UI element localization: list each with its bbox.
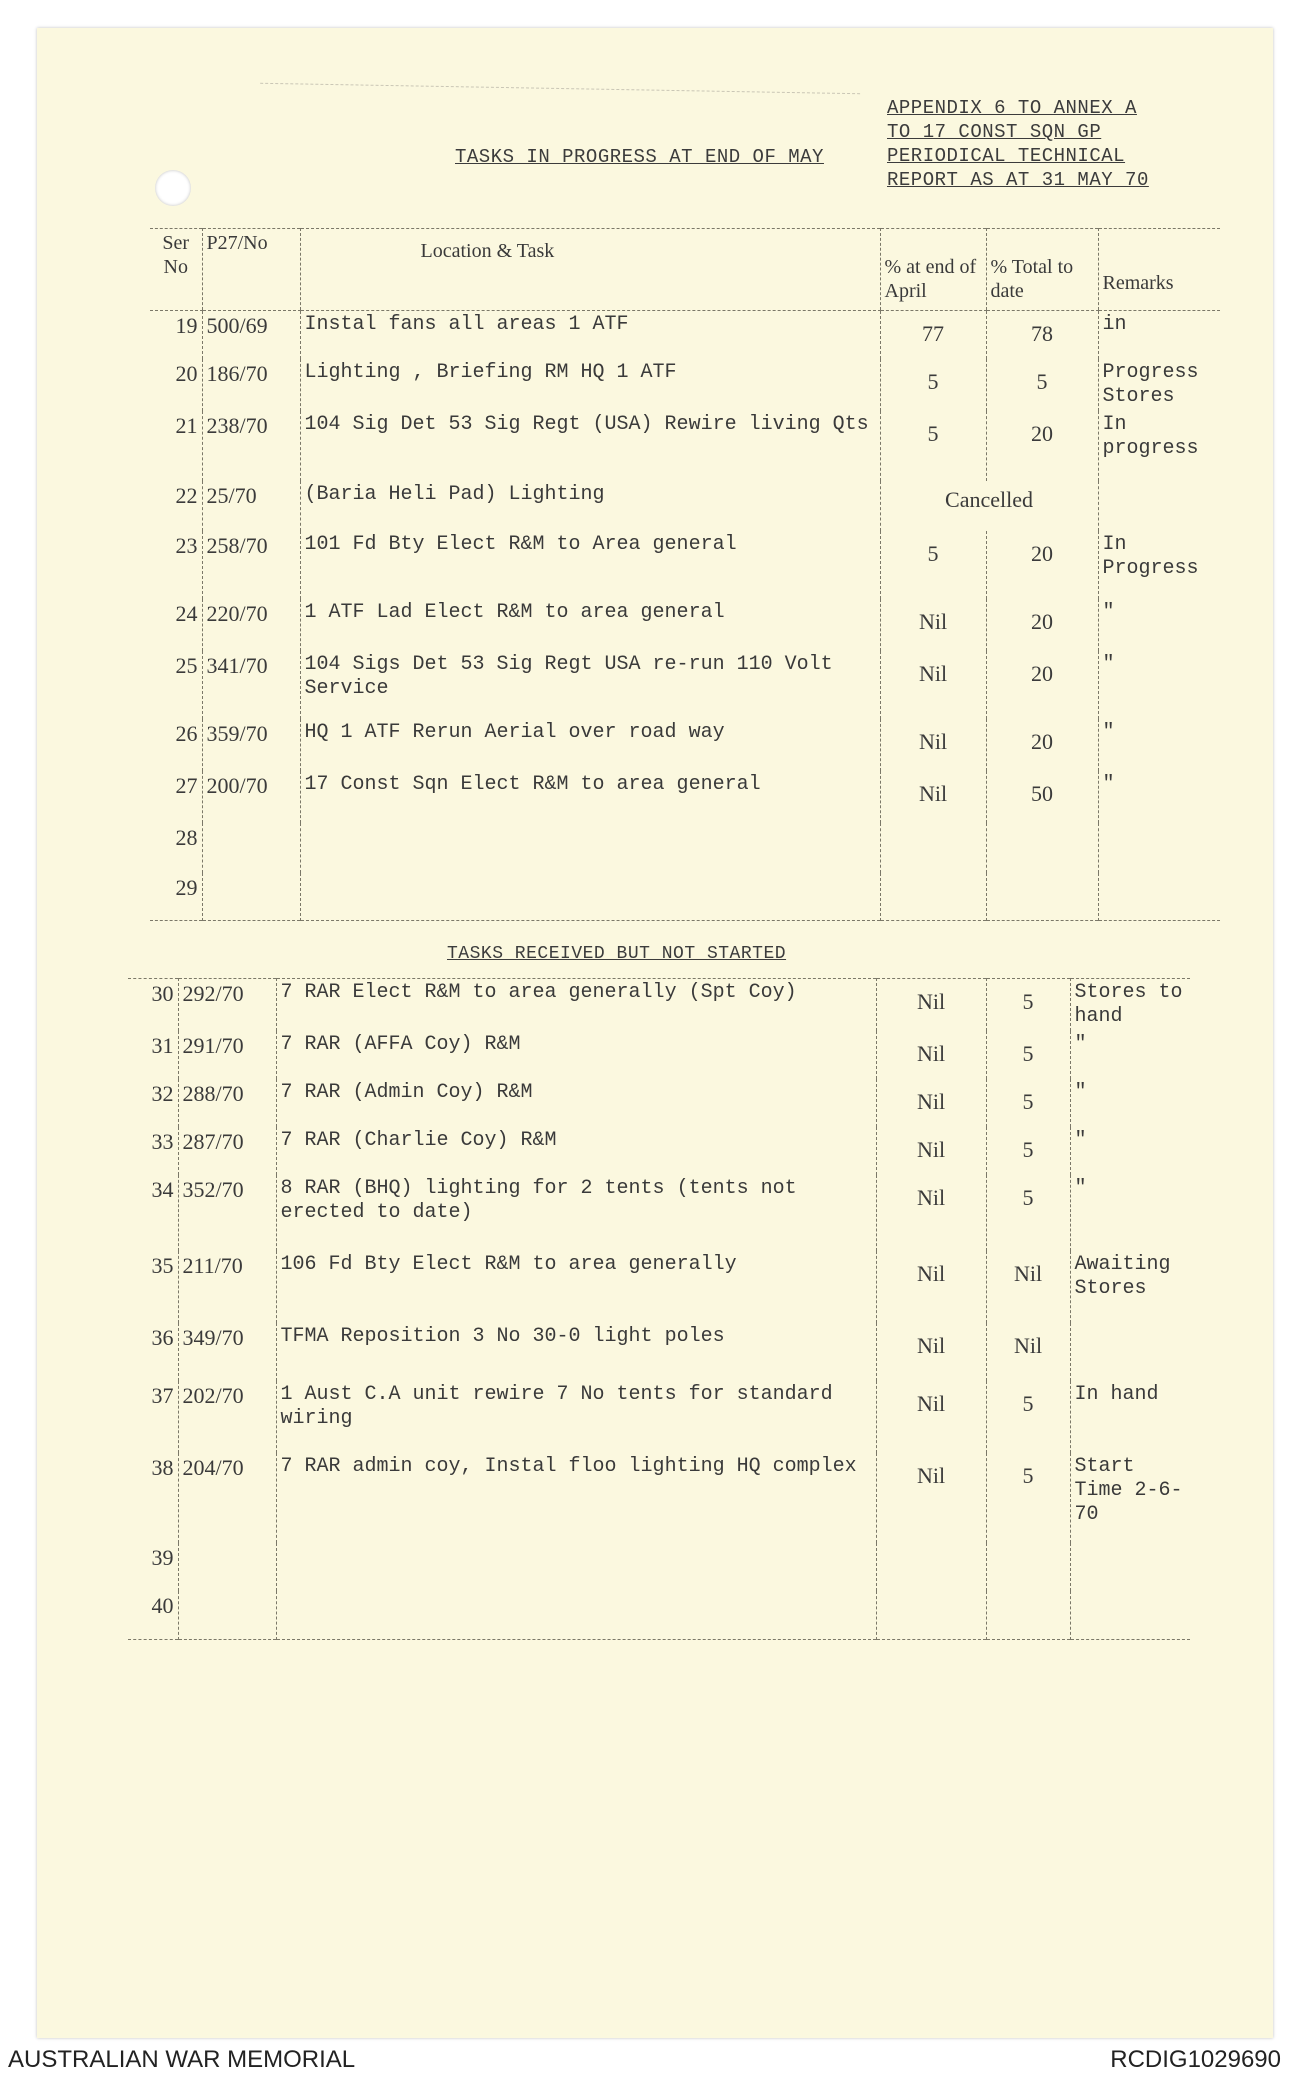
header-pct-april: % at end of April [880, 229, 986, 311]
header-remarks: Remarks [1098, 229, 1220, 311]
header-ser: Ser No [150, 229, 202, 311]
row-p27-no: 359/70 [202, 719, 300, 771]
row-task: 104 Sig Det 53 Sig Regt (USA) Rewire living Qts [300, 411, 880, 481]
row-pct-total: 5 [986, 359, 1098, 411]
row-pct-april: Nil [880, 651, 986, 719]
table-row [150, 823, 1220, 873]
row-remarks: " [1070, 1031, 1190, 1079]
row-remarks: Stores to hand [1070, 979, 1190, 1032]
row-p27-no: 211/70 [178, 1251, 276, 1323]
table-row [128, 1127, 1190, 1175]
table-row [128, 1079, 1190, 1127]
row-ser-no: 19 [175, 313, 198, 338]
table-row [150, 359, 1220, 411]
row-task [300, 823, 880, 873]
row-p27-no: 238/70 [202, 411, 300, 481]
row-pct-total: 5 [986, 979, 1070, 1032]
row-p27-no [178, 1543, 276, 1591]
row-task: Instal fans all areas 1 ATF [300, 311, 880, 359]
section-1-title: TASKS IN PROGRESS AT END OF MAY [455, 146, 824, 168]
row-remarks: Awaiting Stores [1070, 1251, 1190, 1323]
row-remarks: " [1098, 599, 1220, 651]
row-p27-no: 220/70 [202, 599, 300, 651]
table-row [128, 1323, 1190, 1381]
row-remarks [1070, 1591, 1190, 1639]
tasks-not-started-table [128, 978, 1190, 1640]
row-task [300, 873, 880, 921]
row-p27-no: 258/70 [202, 531, 300, 599]
row-ser-no: 30 [151, 981, 174, 1006]
footer-record-id: RCDIG1029690 [1110, 2046, 1281, 2073]
row-p27-no: 186/70 [202, 359, 300, 411]
row-remarks: " [1098, 771, 1220, 823]
row-pct-total: Nil [986, 1323, 1070, 1381]
table-row [128, 1453, 1190, 1543]
row-pct-april: Nil [876, 1251, 986, 1323]
row-ser-no: 34 [151, 1177, 174, 1202]
row-pct-total: 20 [986, 651, 1098, 719]
row-pct-april: Nil [876, 1031, 986, 1079]
row-task: 8 RAR (BHQ) lighting for 2 tents (tents not erected to date) [276, 1175, 876, 1251]
row-pct-total: 5 [986, 1127, 1070, 1175]
row-pct-total [986, 1591, 1070, 1639]
row-remarks [1098, 481, 1220, 531]
row-p27-no: 341/70 [202, 651, 300, 719]
row-pct-total: 78 [986, 311, 1098, 359]
row-task: (Baria Heli Pad) Lighting [300, 481, 880, 531]
row-task [276, 1591, 876, 1639]
row-remarks: in [1098, 311, 1220, 359]
row-pct-total [986, 873, 1098, 921]
row-ser-no: 39 [151, 1545, 174, 1570]
row-task: HQ 1 ATF Rerun Aerial over road way [300, 719, 880, 771]
row-ser-no: 27 [175, 772, 198, 798]
row-task: 7 RAR Elect R&M to area generally (Spt Coy) [276, 979, 876, 1032]
table-row [150, 411, 1220, 481]
row-remarks [1070, 1543, 1190, 1591]
appendix-reference [887, 96, 1149, 192]
row-p27-no: 352/70 [178, 1175, 276, 1251]
table-row [128, 1543, 1190, 1591]
row-ser-no: 23 [175, 532, 198, 558]
row-pct-april: Nil [880, 599, 986, 651]
row-pct-april: Nil [876, 1323, 986, 1381]
row-pct-april [876, 1591, 986, 1639]
appendix-line-3: PERIODICAL TECHNICAL [887, 145, 1126, 167]
header-pct-total: % Total to date [986, 229, 1098, 311]
row-remarks: " [1098, 651, 1220, 719]
row-ser-no: 31 [151, 1033, 174, 1058]
row-p27-no: 500/69 [202, 311, 300, 359]
row-pct-april: Nil [876, 1175, 986, 1251]
row-task: 7 RAR (Charlie Coy) R&M [276, 1127, 876, 1175]
row-pct-total: 5 [986, 1175, 1070, 1251]
table-row [128, 1031, 1190, 1079]
row-p27-no [202, 823, 300, 873]
row-remarks: In hand [1070, 1381, 1190, 1453]
row-task: 7 RAR admin coy, Instal floo lighting HQ complex [276, 1453, 876, 1543]
row-ser-no: 26 [175, 720, 198, 746]
header-task: Location & Task [300, 229, 880, 311]
row-pct-total: 5 [986, 1079, 1070, 1127]
row-pct-april: Nil [876, 1381, 986, 1453]
row-remarks: Start Time 2-6-70 [1070, 1453, 1190, 1543]
row-task: 17 Const Sqn Elect R&M to area general [300, 771, 880, 823]
row-ser-no: 21 [175, 412, 198, 438]
row-pct-april: 5 [880, 531, 986, 599]
row-pct-total: 5 [986, 1381, 1070, 1453]
header-p27: P27/No [202, 229, 300, 311]
table-row [150, 771, 1220, 823]
row-pct-april: 5 [880, 359, 986, 411]
row-pct-april: Nil [880, 719, 986, 771]
row-task [276, 1543, 876, 1591]
row-pct-april: Nil [876, 1127, 986, 1175]
appendix-line-4: REPORT AS AT 31 MAY 70 [887, 169, 1149, 191]
row-pct-april: 77 [880, 311, 986, 359]
row-status-note: Cancelled [880, 481, 1098, 531]
row-pct-total: 50 [986, 771, 1098, 823]
row-pct-total: 5 [986, 1453, 1070, 1543]
row-remarks [1098, 823, 1220, 873]
table-row [150, 651, 1220, 719]
row-p27-no [178, 1591, 276, 1639]
row-remarks [1098, 873, 1220, 921]
table-row [128, 1591, 1190, 1639]
row-pct-total [986, 1543, 1070, 1591]
row-p27-no: 204/70 [178, 1453, 276, 1543]
row-pct-total: 20 [986, 599, 1098, 651]
row-task: 1 Aust C.A unit rewire 7 No tents for standard wiring [276, 1381, 876, 1453]
appendix-line-2: TO 17 CONST SQN GP [887, 121, 1102, 143]
table-row [150, 531, 1220, 599]
row-task: 1 ATF Lad Elect R&M to area general [300, 599, 880, 651]
row-task: 7 RAR (AFFA Coy) R&M [276, 1031, 876, 1079]
table-header-row [150, 229, 1220, 311]
row-remarks: " [1098, 719, 1220, 771]
row-ser-no: 24 [175, 600, 198, 626]
row-ser-no: 33 [151, 1129, 174, 1154]
row-pct-total [986, 823, 1098, 873]
row-task: 7 RAR (Admin Coy) R&M [276, 1079, 876, 1127]
row-p27-no: 292/70 [178, 979, 276, 1032]
table-row [150, 311, 1220, 359]
row-pct-april: Nil [876, 979, 986, 1032]
section-2-title: TASKS RECEIVED BUT NOT STARTED [447, 944, 787, 964]
row-p27-no: 25/70 [202, 481, 300, 531]
row-ser-no: 35 [151, 1253, 174, 1278]
row-ser-no: 37 [151, 1383, 174, 1408]
row-ser-no: 22 [175, 482, 198, 508]
row-remarks: In Progress [1098, 531, 1220, 599]
table-row [128, 1251, 1190, 1323]
appendix-line-1: APPENDIX 6 TO ANNEX A [887, 97, 1137, 119]
row-p27-no: 291/70 [178, 1031, 276, 1079]
table-row [150, 719, 1220, 771]
row-pct-april: Nil [876, 1079, 986, 1127]
row-pct-april [876, 1543, 986, 1591]
table-row [128, 979, 1190, 1032]
tasks-in-progress-table [150, 228, 1220, 921]
row-remarks [1070, 1323, 1190, 1381]
row-pct-april [880, 823, 986, 873]
row-remarks: " [1070, 1175, 1190, 1251]
table-row [150, 599, 1220, 651]
row-pct-total: 20 [986, 719, 1098, 771]
footer-institution: AUSTRALIAN WAR MEMORIAL [8, 2046, 356, 2073]
row-remarks: " [1070, 1079, 1190, 1127]
row-p27-no: 288/70 [178, 1079, 276, 1127]
row-ser-no: 38 [151, 1455, 174, 1480]
row-task: 101 Fd Bty Elect R&M to Area general [300, 531, 880, 599]
punch-hole [155, 170, 191, 206]
table-row [150, 873, 1220, 921]
table-row [150, 481, 1220, 531]
row-ser-no: 28 [175, 824, 198, 850]
row-pct-total: Nil [986, 1251, 1070, 1323]
row-pct-total: 5 [986, 1031, 1070, 1079]
row-remarks: Progress Stores [1098, 359, 1220, 411]
row-p27-no: 200/70 [202, 771, 300, 823]
table-row [128, 1381, 1190, 1453]
row-task: 106 Fd Bty Elect R&M to area generally [276, 1251, 876, 1323]
row-pct-total: 20 [986, 531, 1098, 599]
row-remarks: In progress [1098, 411, 1220, 481]
row-pct-april: Nil [880, 771, 986, 823]
row-ser-no: 29 [175, 874, 198, 900]
row-pct-april: Nil [876, 1453, 986, 1543]
row-ser-no: 32 [151, 1081, 174, 1106]
row-task: TFMA Reposition 3 No 30-0 light poles [276, 1323, 876, 1381]
row-task: Lighting , Briefing RM HQ 1 ATF [300, 359, 880, 411]
row-pct-april: 5 [880, 411, 986, 481]
table-row [128, 1175, 1190, 1251]
row-ser-no: 25 [175, 652, 198, 678]
row-ser-no: 40 [151, 1593, 174, 1618]
row-p27-no [202, 873, 300, 921]
row-pct-total: 20 [986, 411, 1098, 481]
row-ser-no: 36 [151, 1325, 174, 1350]
row-p27-no: 349/70 [178, 1323, 276, 1381]
row-task: 104 Sigs Det 53 Sig Regt USA re-run 110 Volt Service [300, 651, 880, 719]
row-p27-no: 287/70 [178, 1127, 276, 1175]
row-remarks: " [1070, 1127, 1190, 1175]
row-p27-no: 202/70 [178, 1381, 276, 1453]
row-pct-april [880, 873, 986, 921]
row-ser-no: 20 [175, 360, 198, 386]
